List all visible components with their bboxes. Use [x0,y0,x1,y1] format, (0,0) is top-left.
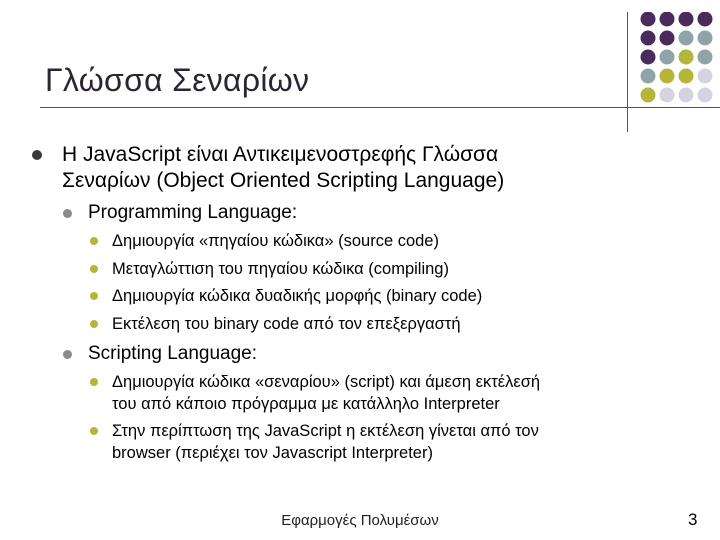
decorative-dot [698,69,713,84]
decorative-dot [698,31,713,46]
bullet-icon [63,209,72,218]
decorative-dot [641,50,656,65]
decorative-dot [679,88,694,103]
bullet-icon [90,265,98,273]
decorative-dot [660,31,675,46]
decorative-dot [660,12,675,27]
decorative-dot [641,31,656,46]
decorative-dot [698,88,713,103]
slide-title: Γλώσσα Σεναρίων [45,62,310,98]
bullet-icon [90,292,98,300]
bullet-icon [90,378,98,386]
scripting-heading: Scripting Language: [88,343,258,364]
list-item: Μεταγλώττιση του πηγαίου κώδικα (compiling) [112,260,449,278]
list-item: Στην περίπτωση της JavaScript η εκτέλεση γίνεται από τον [112,422,539,440]
list-item: Εκτέλεση του binary code από τον επεξεργαστή [112,315,461,333]
decorative-dot [698,50,713,65]
list-item: Δημιουργία κώδικα «σεναρίου» (script) και άμεση εκτέλεσή [112,373,541,391]
bullet-icon [63,350,72,359]
decorative-dot [641,88,656,103]
decorative-dot [660,50,675,65]
decorative-dot [679,69,694,84]
main-bullet-line2: Σεναρίων (Object Oriented Scripting Language) [62,169,505,192]
decorative-dot [641,69,656,84]
decorative-dot [679,12,694,27]
bullet-icon [32,150,42,160]
list-item-continuation: του από κάποιο πρόγραμμα με κατάλληλο Interpreter [112,395,500,413]
programming-heading: Programming Language: [88,202,298,223]
decorative-dot [679,31,694,46]
slide-footer: Εφαρμογές Πολυμέσων [281,512,439,529]
list-item: Δημιουργία κώδικα δυαδικής μορφής (binary code) [112,287,483,305]
horizontal-divider [40,107,720,108]
page-number: 3 [688,510,698,529]
list-item-continuation: browser (περιέχει τον Javascript Interpreter) [112,444,433,462]
decorative-dot [660,69,675,84]
bullet-icon [90,237,98,245]
decorative-dot-grid [640,12,720,107]
decorative-dot [660,88,675,103]
bullet-icon [90,427,98,435]
main-bullet-line1: Η JavaScript είναι Αντικειμενοστρεφής Γλώσσα [62,143,499,166]
decorative-dot [698,12,713,27]
vertical-divider [627,12,628,132]
bullet-icon [90,320,98,328]
decorative-dot [679,50,694,65]
list-item: Δημιουργία «πηγαίου κώδικα» (source code) [112,232,439,250]
decorative-dot [641,12,656,27]
